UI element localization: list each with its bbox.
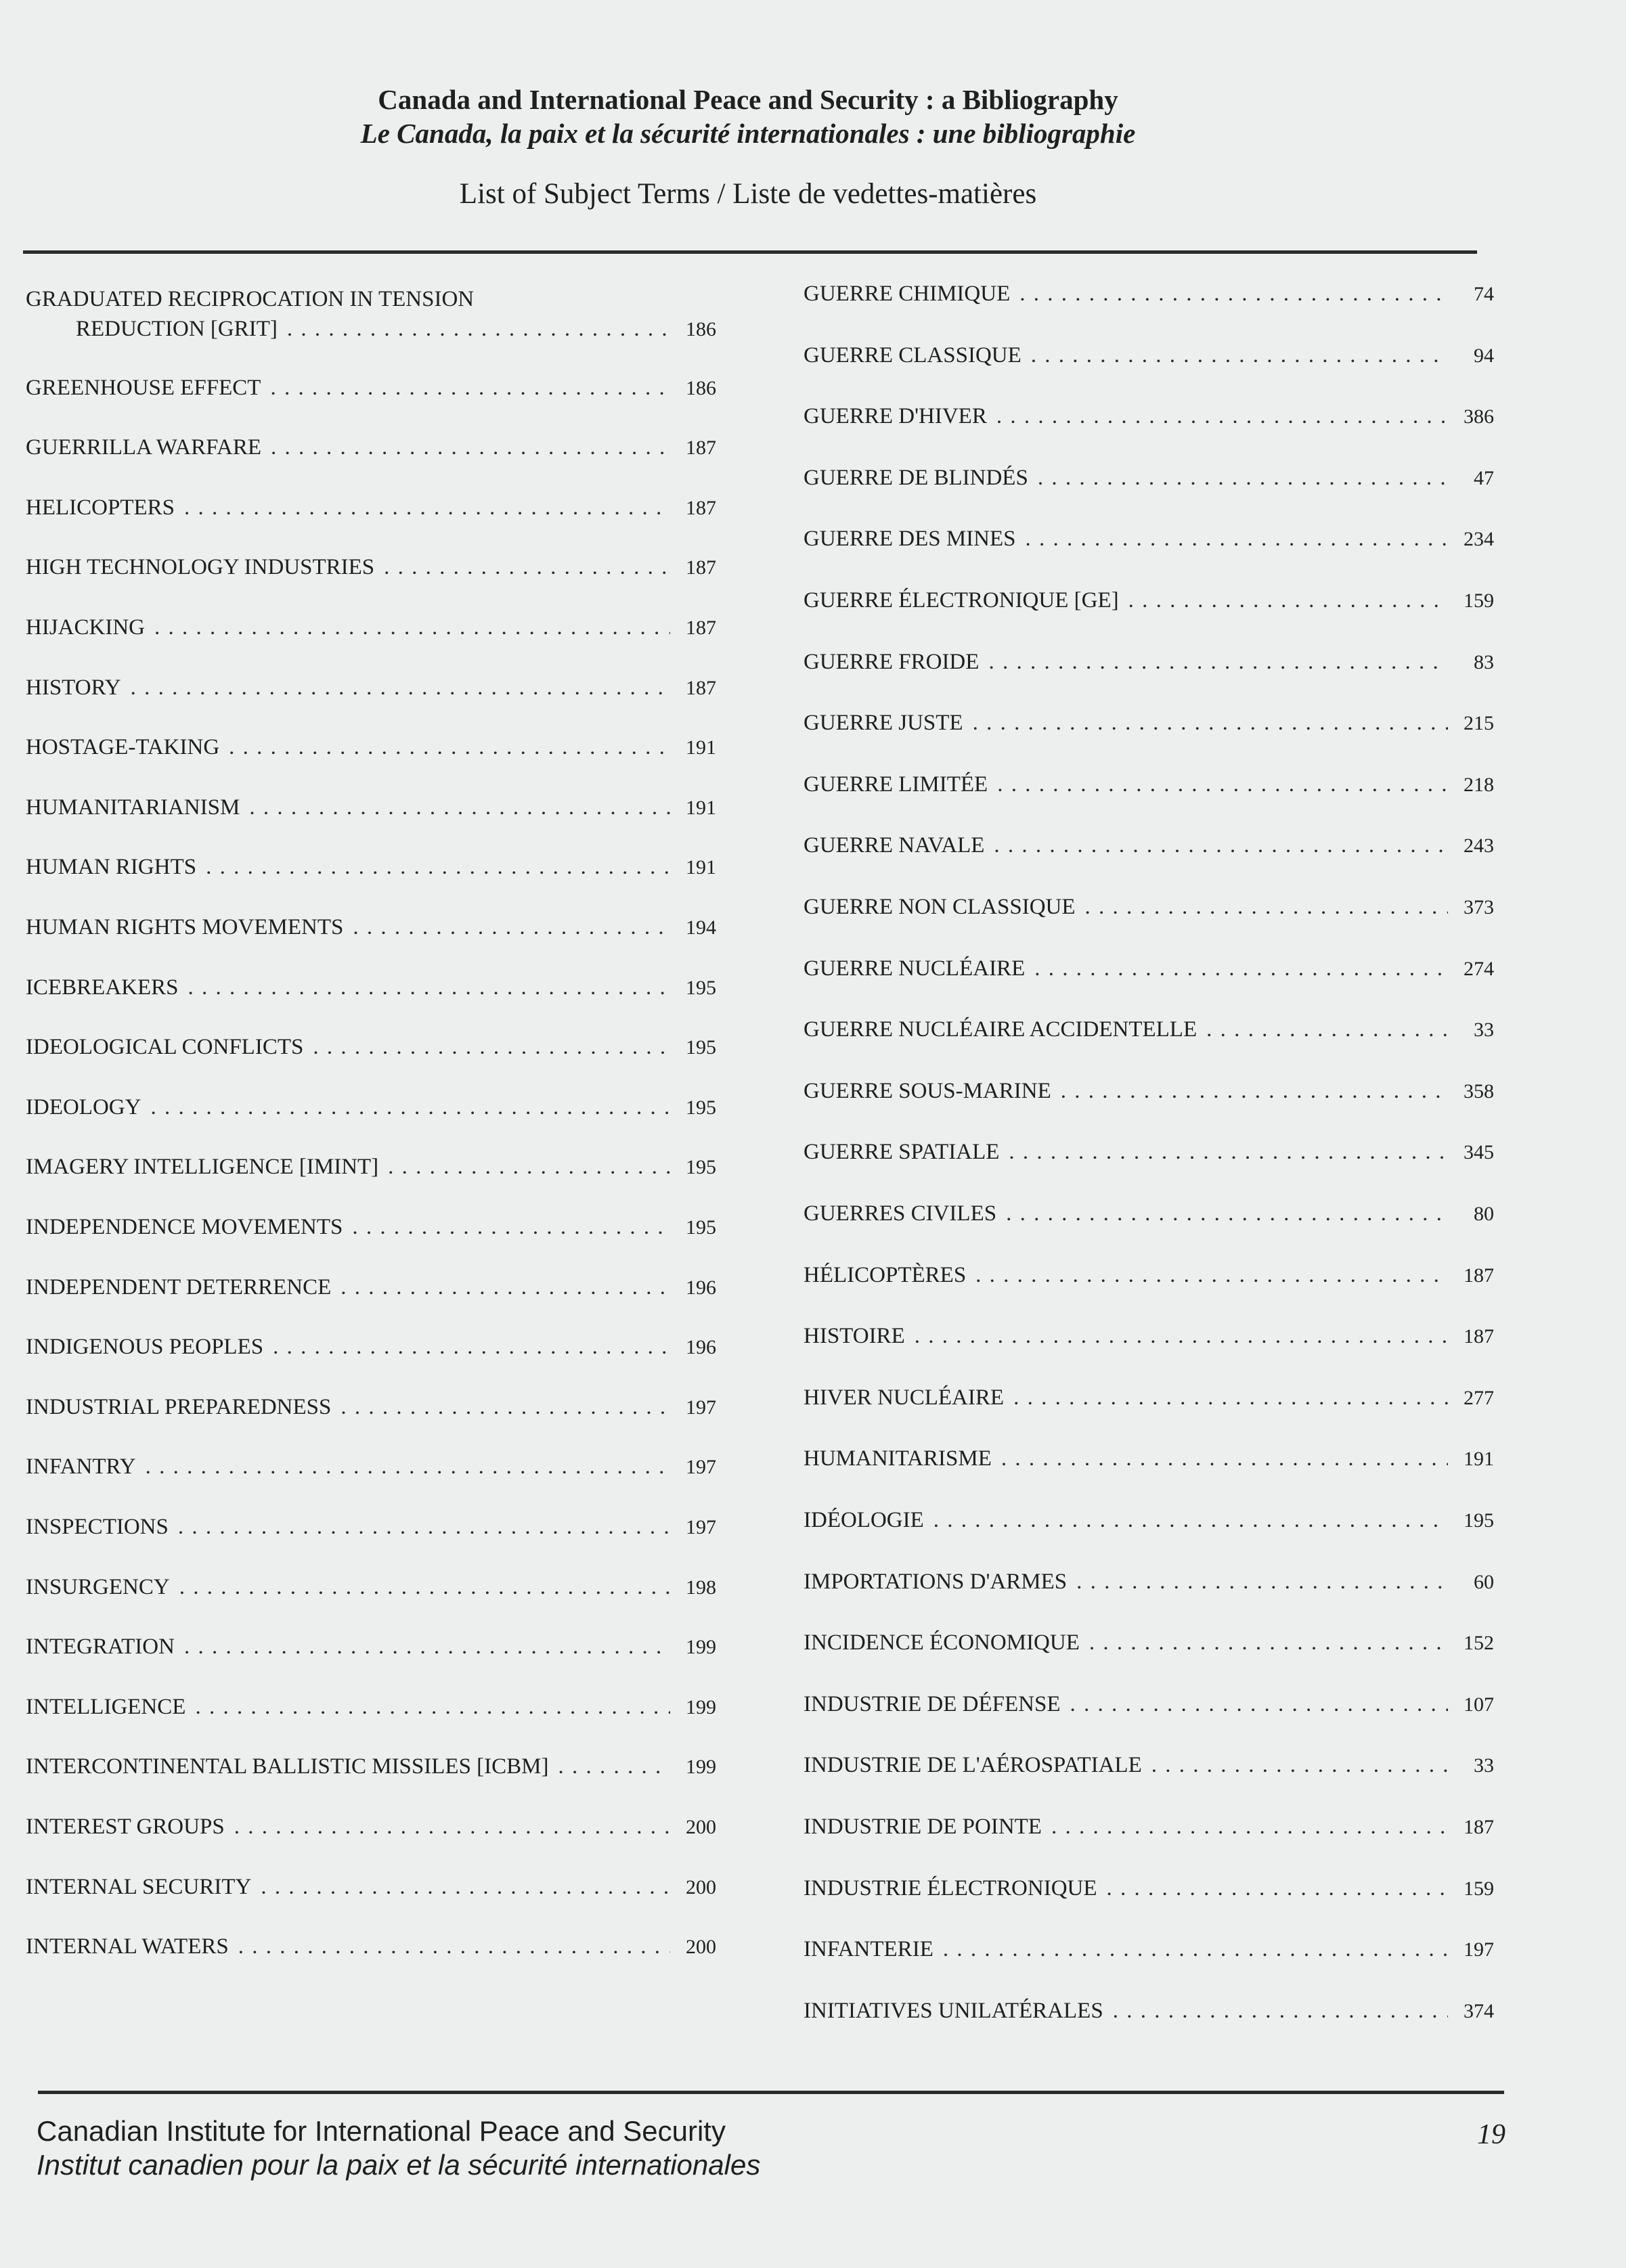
page-reference: 195 <box>686 1096 716 1119</box>
page-reference: 187 <box>1464 1264 1494 1287</box>
page-reference: 274 <box>1464 957 1494 980</box>
index-term: HÉLICOPTÈRES <box>804 1262 967 1287</box>
index-entry <box>804 1689 1494 1720</box>
page-reference: 83 <box>1474 650 1494 673</box>
dot-leader <box>273 1332 670 1362</box>
dot-leader <box>287 314 670 344</box>
dot-leader <box>195 1692 670 1722</box>
page-reference: 47 <box>1474 466 1494 489</box>
page-reference: 159 <box>1464 1877 1494 1900</box>
dot-leader <box>154 613 670 642</box>
index-term: REDUCTION [GRIT] <box>76 317 278 341</box>
dot-leader <box>1009 1137 1448 1167</box>
dot-leader <box>1001 1444 1448 1473</box>
page-reference: 200 <box>686 1875 716 1898</box>
page-reference: 197 <box>1464 1938 1494 1961</box>
page-reference: 345 <box>1464 1141 1494 1164</box>
dot-leader <box>1038 463 1448 493</box>
dot-leader <box>1070 1689 1448 1719</box>
index-term: HIJACKING <box>26 615 145 640</box>
index-term: GREENHOUSE EFFECT <box>26 375 261 400</box>
dot-leader <box>384 552 670 582</box>
page-reference: 194 <box>686 916 716 939</box>
dot-leader <box>131 673 670 703</box>
index-entry <box>26 973 716 1003</box>
page-reference: 191 <box>686 796 716 819</box>
index-entry <box>804 524 1494 554</box>
index-entry <box>804 1567 1494 1597</box>
index-term: HUMAN RIGHTS <box>26 855 197 880</box>
dot-leader <box>150 1092 670 1122</box>
page-reference: 358 <box>1464 1080 1494 1103</box>
dot-leader <box>1113 1996 1448 2026</box>
index-entry <box>26 1452 716 1482</box>
page-reference: 187 <box>686 676 716 699</box>
index-entry <box>26 284 716 344</box>
index-entry <box>804 1199 1494 1229</box>
page-reference: 74 <box>1474 283 1494 305</box>
page-reference: 215 <box>1464 712 1494 735</box>
dot-leader <box>229 732 670 762</box>
page-reference: 80 <box>1474 1203 1494 1225</box>
dot-leader <box>270 373 670 403</box>
dot-leader <box>1061 1076 1448 1106</box>
page-header <box>0 83 1496 211</box>
index-term: GUERRE JUSTE <box>804 711 963 736</box>
index-entry <box>26 673 716 703</box>
page-reference: 195 <box>686 1156 716 1179</box>
index-term: IDÉOLOGIE <box>804 1508 924 1532</box>
page-reference: 94 <box>1474 344 1494 367</box>
index-entry <box>804 1383 1494 1413</box>
dot-leader <box>249 793 670 822</box>
dot-leader <box>352 1212 670 1242</box>
index-entry <box>804 708 1494 738</box>
dot-leader <box>975 1260 1448 1290</box>
index-entry <box>804 279 1494 309</box>
page-reference: 191 <box>1464 1448 1494 1471</box>
page-reference: 186 <box>686 318 716 340</box>
index-term: INTERNAL SECURITY <box>26 1874 252 1899</box>
index-term: INCIDENCE ÉCONOMIQUE <box>804 1630 1080 1655</box>
index-term: INDUSTRIE DE POINTE <box>804 1815 1042 1839</box>
index-term: GUERRE ÉLECTRONIQUE [GE] <box>804 588 1119 613</box>
index-entry <box>804 647 1494 677</box>
page-reference: 187 <box>686 556 716 579</box>
dot-leader <box>353 912 670 942</box>
index-entry <box>804 1015 1494 1045</box>
index-term: GUERRES CIVILES <box>804 1201 997 1226</box>
index-term: GUERRE FROIDE <box>804 649 980 674</box>
page-reference: 33 <box>1474 1754 1494 1777</box>
index-entry <box>26 1752 716 1782</box>
index-entry <box>26 1092 716 1123</box>
page-reference: 196 <box>686 1336 716 1359</box>
top-divider <box>23 250 1477 254</box>
index-term: GUERRE LIMITÉE <box>804 772 988 797</box>
page-reference: 191 <box>686 856 716 879</box>
index-entry <box>26 732 716 763</box>
index-term: GUERRE SPATIALE <box>804 1140 1000 1165</box>
dot-leader <box>1031 340 1448 370</box>
index-entry <box>26 1692 716 1722</box>
index-term: INSURGENCY <box>26 1574 170 1599</box>
dot-leader <box>943 1934 1448 1964</box>
page-reference: 199 <box>686 1695 716 1718</box>
index-term: INTELLIGENCE <box>26 1694 186 1719</box>
page-reference: 199 <box>686 1636 716 1659</box>
page-reference: 199 <box>686 1756 716 1779</box>
index-term: GUERRE NON CLASSIQUE <box>804 895 1076 919</box>
dot-leader <box>915 1321 1448 1351</box>
index-entry <box>804 1321 1494 1352</box>
index-entry <box>804 401 1494 432</box>
page-reference: 373 <box>1464 896 1494 918</box>
page-reference: 218 <box>1464 773 1494 796</box>
index-term: INFANTERIE <box>804 1937 933 1962</box>
dot-leader <box>1085 892 1448 922</box>
index-entry <box>804 1812 1494 1842</box>
dot-leader <box>1034 954 1448 983</box>
index-entry <box>26 432 716 463</box>
index-term: INDUSTRIE DE DÉFENSE <box>804 1691 1061 1716</box>
index-entry <box>26 493 716 523</box>
index-entry <box>804 1996 1494 2026</box>
page-reference: 187 <box>686 617 716 639</box>
index-term: HOSTAGE-TAKING <box>26 735 220 760</box>
dot-leader <box>388 1152 670 1182</box>
index-term: INTERCONTINENTAL BALLISTIC MISSILES [ICBM] <box>26 1754 549 1779</box>
index-entry <box>26 1872 716 1903</box>
index-entry <box>26 1812 716 1842</box>
dot-leader <box>994 830 1448 860</box>
dot-leader <box>340 1392 670 1422</box>
dot-leader <box>1013 1383 1448 1413</box>
index-entry <box>804 1444 1494 1474</box>
index-entry <box>26 613 716 643</box>
index-entry <box>26 1632 716 1662</box>
page-reference: 197 <box>686 1516 716 1538</box>
index-entry <box>26 1272 716 1303</box>
page-reference: 159 <box>1464 590 1494 612</box>
title-english: Canada and International Peace and Security : a Bibliography <box>378 84 1118 115</box>
index-term: GUERRE D'HIVER <box>804 404 987 429</box>
index-term: IMPORTATIONS D'ARMES <box>804 1569 1068 1594</box>
index-term: INDUSTRIE DE L'AÉROSPATIALE <box>804 1753 1142 1778</box>
index-entry <box>26 912 716 943</box>
page-reference: 186 <box>686 376 716 399</box>
page-reference: 277 <box>1464 1386 1494 1409</box>
dot-leader <box>340 1272 670 1302</box>
dot-leader <box>234 1812 670 1842</box>
index-entry <box>804 1628 1494 1658</box>
index-entry <box>26 793 716 823</box>
index-entry <box>804 585 1494 616</box>
index-entry <box>26 1212 716 1243</box>
index-entry <box>804 892 1494 922</box>
dot-leader <box>188 973 670 1002</box>
bottom-divider <box>38 2091 1504 2094</box>
dot-leader <box>1107 1873 1448 1903</box>
index-term: GUERRILLA WARFARE <box>26 435 262 460</box>
index-term: INDEPENDENCE MOVEMENTS <box>26 1215 343 1239</box>
index-term: GUERRE DE BLINDÉS <box>804 465 1028 490</box>
page-reference: 197 <box>686 1456 716 1479</box>
page-number: 19 <box>1477 2119 1506 2150</box>
dot-leader <box>146 1452 670 1482</box>
index-term: IDEOLOGICAL CONFLICTS <box>26 1035 304 1060</box>
dot-leader <box>313 1032 670 1062</box>
page-reference: 243 <box>1464 835 1494 858</box>
index-term: INITIATIVES UNILATÉRALES <box>804 1998 1103 2023</box>
dot-leader <box>988 647 1448 677</box>
page-footer <box>37 2114 1506 2182</box>
index-term: HIVER NUCLÉAIRE <box>804 1385 1005 1410</box>
index-term: INFANTRY <box>26 1454 136 1480</box>
index-term: INDUSTRIAL PREPAREDNESS <box>26 1394 332 1419</box>
index-term: INTEREST GROUPS <box>26 1815 225 1839</box>
index-entry <box>26 1512 716 1542</box>
dot-leader <box>179 1572 670 1602</box>
index-entry <box>804 1260 1494 1291</box>
index-term: INDIGENOUS PEOPLES <box>26 1335 264 1360</box>
page-reference: 200 <box>686 1816 716 1838</box>
index-term: GUERRE CLASSIQUE <box>804 342 1021 368</box>
dot-leader <box>1206 1015 1448 1044</box>
footer-org-french: Institut canadien pour la paix et la sécurité internationales <box>37 2149 761 2181</box>
index-term: GUERRE CHIMIQUE <box>804 282 1011 306</box>
subtitle: List of Subject Terms / Liste de vedettes-matières <box>459 178 1037 210</box>
dot-leader <box>973 708 1448 738</box>
dot-leader <box>261 1872 670 1902</box>
page-reference: 152 <box>1464 1632 1494 1655</box>
dot-leader <box>1019 279 1448 309</box>
index-term: IDEOLOGY <box>26 1094 141 1119</box>
index-entry <box>804 770 1494 800</box>
page-reference: 195 <box>686 1036 716 1059</box>
index-entry <box>26 373 716 403</box>
dot-leader <box>1076 1567 1448 1597</box>
index-entry <box>26 1332 716 1362</box>
index-entry <box>804 1750 1494 1781</box>
page-reference: 187 <box>1464 1325 1494 1348</box>
index-term: HISTOIRE <box>804 1324 905 1349</box>
page-reference: 187 <box>686 437 716 460</box>
index-entry <box>26 1152 716 1182</box>
index-entry <box>804 830 1494 861</box>
index-entry <box>26 1392 716 1423</box>
title-french: Le Canada, la paix et la sécurité internationales : une bibliographie <box>360 118 1136 149</box>
dot-leader <box>996 401 1448 431</box>
dot-leader <box>1089 1628 1448 1658</box>
index-entry <box>26 1032 716 1063</box>
dot-leader <box>997 770 1448 799</box>
index-entry <box>804 463 1494 493</box>
index-term: INTEGRATION <box>26 1635 175 1660</box>
index-term: HELICOPTERS <box>26 495 175 520</box>
page-reference: 234 <box>1464 528 1494 551</box>
index-term: HUMANITARIANISM <box>26 795 240 820</box>
index-entry <box>804 1873 1494 1904</box>
index-entry <box>26 852 716 883</box>
dot-leader <box>1026 524 1448 554</box>
index-term: HIGH TECHNOLOGY INDUSTRIES <box>26 555 375 580</box>
dot-leader <box>1151 1750 1448 1780</box>
page-reference: 195 <box>1464 1509 1494 1532</box>
dot-leader <box>184 493 670 522</box>
index-term: GUERRE NAVALE <box>804 833 985 858</box>
page-reference: 198 <box>686 1576 716 1599</box>
page-reference: 196 <box>686 1276 716 1299</box>
index-term: IMAGERY INTELLIGENCE [IMINT] <box>26 1155 379 1180</box>
page-reference: 187 <box>1464 1816 1494 1838</box>
index-term: GUERRE NUCLÉAIRE <box>804 956 1026 981</box>
page-reference: 33 <box>1474 1019 1494 1042</box>
index-term: HUMANITARISME <box>804 1446 992 1471</box>
page-reference: 195 <box>686 976 716 999</box>
index-term: INDUSTRIE ÉLECTRONIQUE <box>804 1875 1097 1900</box>
page-reference: 60 <box>1474 1570 1494 1593</box>
dot-leader <box>178 1512 670 1542</box>
dot-leader <box>206 852 670 882</box>
index-entry <box>804 1137 1494 1168</box>
dot-leader <box>1051 1812 1448 1842</box>
dot-leader <box>1128 585 1448 615</box>
page-reference: 191 <box>686 736 716 759</box>
page-reference: 200 <box>686 1936 716 1959</box>
index-entry <box>804 1076 1494 1107</box>
dot-leader <box>1006 1199 1448 1228</box>
index-entry <box>26 1572 716 1603</box>
index-entry <box>804 1934 1494 1965</box>
page-reference: 107 <box>1464 1693 1494 1716</box>
index-entry <box>26 1932 716 1962</box>
index-term: GUERRE DES MINES <box>804 527 1016 552</box>
page-reference: 386 <box>1464 405 1494 428</box>
index-term: GRADUATED RECIPROCATION IN TENSION <box>26 287 475 311</box>
page-reference: 187 <box>686 496 716 519</box>
dot-leader <box>933 1505 1448 1535</box>
index-term: INSPECTIONS <box>26 1515 169 1539</box>
page-reference: 374 <box>1464 1999 1494 2022</box>
index-term: INTERNAL WATERS <box>26 1934 229 1959</box>
index-term: HUMAN RIGHTS MOVEMENTS <box>26 915 344 939</box>
footer-org-english: Canadian Institute for International Peace and Security <box>37 2115 726 2147</box>
index-term: HISTORY <box>26 675 121 700</box>
index-term: GUERRE SOUS-MARINE <box>804 1078 1051 1103</box>
dot-leader <box>238 1932 670 1961</box>
index-term: ICEBREAKERS <box>26 975 179 1000</box>
dot-leader <box>184 1632 670 1662</box>
page-reference: 197 <box>686 1396 716 1419</box>
index-term: INDEPENDENT DETERRENCE <box>26 1274 332 1299</box>
index-entry <box>804 954 1494 984</box>
index-term: GUERRE NUCLÉAIRE ACCIDENTELLE <box>804 1017 1197 1042</box>
index-entry <box>804 340 1494 371</box>
page-reference: 195 <box>686 1216 716 1239</box>
dot-leader <box>558 1752 670 1781</box>
index-entry <box>26 552 716 583</box>
dot-leader <box>271 432 670 462</box>
index-entry <box>804 1505 1494 1536</box>
